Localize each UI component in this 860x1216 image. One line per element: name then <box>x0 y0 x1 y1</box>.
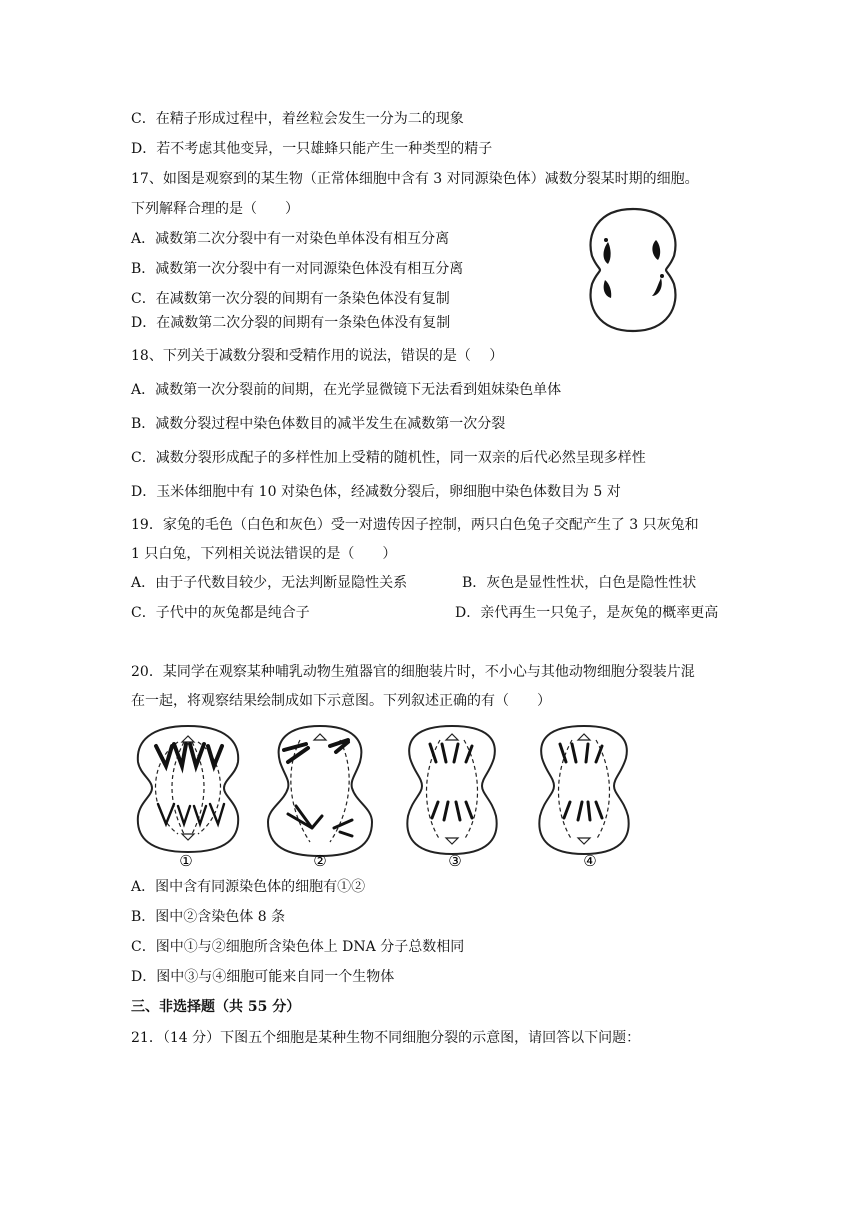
q18-stem: 18、下列关于减数分裂和受精作用的说法，错误的是（ ） <box>131 348 504 364</box>
q20-stem-line2: 在一起，将观察结果绘制成如下示意图。下列叙述正确的有（ ） <box>131 693 551 709</box>
q20-option-c: C．图中①与②细胞所含染色体上 DNA 分子总数相同 <box>131 939 465 955</box>
q18-option-d: D．玉米体细胞中有 10 对染色体，经减数分裂后，卵细胞中染色体数目为 5 对 <box>131 484 621 500</box>
q21-stem: 21．（14 分）下图五个细胞是某种生物不同细胞分裂的示意图，请回答以下问题： <box>131 1030 641 1046</box>
q19-stem-line2: 1 只白兔，下列相关说法错误的是（ ） <box>131 546 397 562</box>
q20-stem-line1: 20．某同学在观察某种哺乳动物生殖器官的细胞装片时，不小心与其他动物细胞分裂装片混 <box>131 664 695 680</box>
q19-option-b: B．灰色是显性性状，白色是隐性性状 <box>462 575 697 591</box>
q20-option-a: A．图中含有同源染色体的细胞有①② <box>131 879 366 895</box>
q17-option-d: D．在减数第二次分裂的间期有一条染色体没有复制 <box>131 315 451 331</box>
q20-option-d: D．图中③与④细胞可能来自同一个生物体 <box>131 969 395 985</box>
cell-3-figure <box>407 726 496 854</box>
q17-stem-line1: 17、如图是观察到的某生物（正常体细胞中含有 3 对同源染色体）减数分裂某时期的细胞。 <box>131 171 699 187</box>
q18-option-b: B．减数分裂过程中染色体数目的减半发生在减数第一次分裂 <box>131 416 506 432</box>
q17-stem-line2: 下列解释合理的是（ ） <box>131 201 299 217</box>
cell-label-2: ② <box>313 852 327 870</box>
cell-label-4: ④ <box>583 852 597 870</box>
cell-2-figure <box>268 726 372 856</box>
q16-option-c: C．在精子形成过程中，着丝粒会发生一分为二的现象 <box>131 111 464 127</box>
cell-1-figure <box>138 726 238 852</box>
q17-option-a: A．减数第二次分裂中有一对染色单体没有相互分离 <box>131 231 450 247</box>
q16-option-d: D．若不考虑其他变异，一只雄蜂只能产生一种类型的精子 <box>131 141 493 157</box>
q17-option-b: B．减数第一次分裂中有一对同源染色体没有相互分离 <box>131 261 464 277</box>
q17-cell-figure <box>578 206 688 334</box>
q19-option-c: C．子代中的灰兔都是纯合子 <box>131 605 310 621</box>
q19-option-d: D．亲代再生一只兔子，是灰兔的概率更高 <box>455 605 719 621</box>
q18-option-c: C．减数分裂形成配子的多样性加上受精的随机性，同一双亲的后代必然呈现多样性 <box>131 450 646 466</box>
q20-option-b: B．图中②含染色体 8 条 <box>131 909 286 925</box>
q17-option-c: C．在减数第一次分裂的间期有一条染色体没有复制 <box>131 291 450 307</box>
cell-label-1: ① <box>179 852 193 870</box>
q19-stem-line1: 19．家兔的毛色（白色和灰色）受一对遗传因子控制，两只白色兔子交配产生了 3 只灰兔和 <box>131 517 699 533</box>
section-3-title: 三、非选择题（共 55 分） <box>131 999 301 1015</box>
q20-cells-figure <box>128 722 648 872</box>
q18-option-a: A．减数第一次分裂前的间期，在光学显微镜下无法看到姐妹染色单体 <box>131 382 562 398</box>
cell-label-3: ③ <box>448 852 462 870</box>
cell-4-figure <box>539 726 628 854</box>
q19-option-a: A．由于子代数目较少，无法判断显隐性关系 <box>131 575 408 591</box>
